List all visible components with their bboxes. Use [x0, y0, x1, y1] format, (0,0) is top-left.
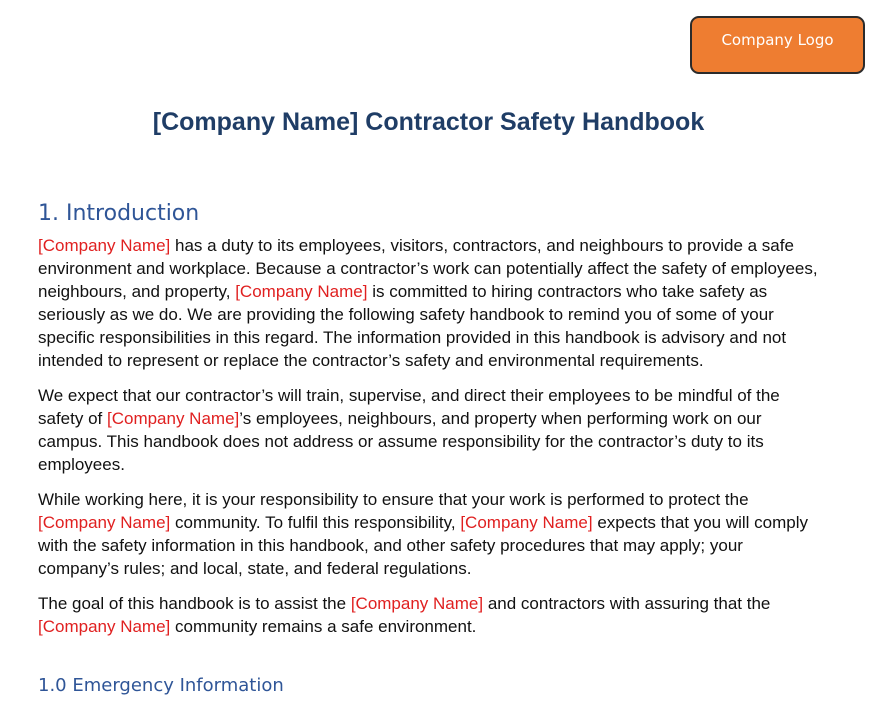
section-heading-introduction: 1. Introduction	[38, 201, 200, 226]
company-name-placeholder: [Company Name]	[106, 409, 240, 428]
paragraph-text: We expect that our contractor’s will train, supervise, and direct their employees to be mindful of the safety of	[38, 386, 780, 428]
company-name-placeholder: [Company Name]	[38, 513, 171, 532]
company-logo-label: Company Logo	[721, 31, 834, 49]
paragraph-2	[38, 384, 828, 476]
introduction-body	[38, 234, 828, 650]
company-name-placeholder: [Company Name]	[38, 617, 171, 636]
paragraph-text: The goal of this handbook is to assist the	[38, 594, 351, 613]
paragraph-text: expects that you will comply with the safety information in this handbook, and other safety procedures that may apply; your company’s rules; and local, state, and federal regulations.	[38, 513, 809, 578]
paragraph-text: is committed to hiring contractors who take safety as seriously as we do. We are providing the following safety handbook to remind you of some of your specific responsibilities in this regard. The information provided in this handbook is advisory and not intended to represent or replace the contractor’s safety and environmental requirements.	[38, 282, 787, 370]
paragraph-text: ’s employees, neighbours, and property when performing work on our campus. This handbook does not address or assume responsibility for the contractor’s duty to its employees.	[38, 409, 764, 474]
paragraph-text: community remains a safe environment.	[170, 617, 477, 636]
paragraph-text: While working here, it is your responsibility to ensure that your work is performed to protect the	[38, 490, 749, 509]
paragraph-4	[38, 592, 828, 638]
subsection-heading-emergency-information: 1.0 Emergency Information	[38, 675, 284, 696]
paragraph-text: and contractors with assuring that the	[483, 594, 771, 613]
paragraph-text: community. To fulfil this responsibility,	[170, 513, 461, 532]
company-name-placeholder: [Company Name]	[235, 282, 368, 301]
paragraph-1	[38, 234, 828, 372]
company-logo-placeholder	[690, 16, 865, 74]
company-name-placeholder: [Company Name]	[350, 594, 484, 613]
company-name-placeholder: [Company Name]	[38, 236, 171, 255]
paragraph-3	[38, 488, 828, 580]
paragraph-text: has a duty to its employees, visitors, contractors, and neighbours to provide a safe environment and workplace. Because a contractor’s work can potentially affect the safety of employees, neighbours, and property,	[38, 236, 818, 301]
company-name-placeholder: [Company Name]	[460, 513, 593, 532]
document-title: [Company Name] Contractor Safety Handbook	[152, 108, 705, 136]
